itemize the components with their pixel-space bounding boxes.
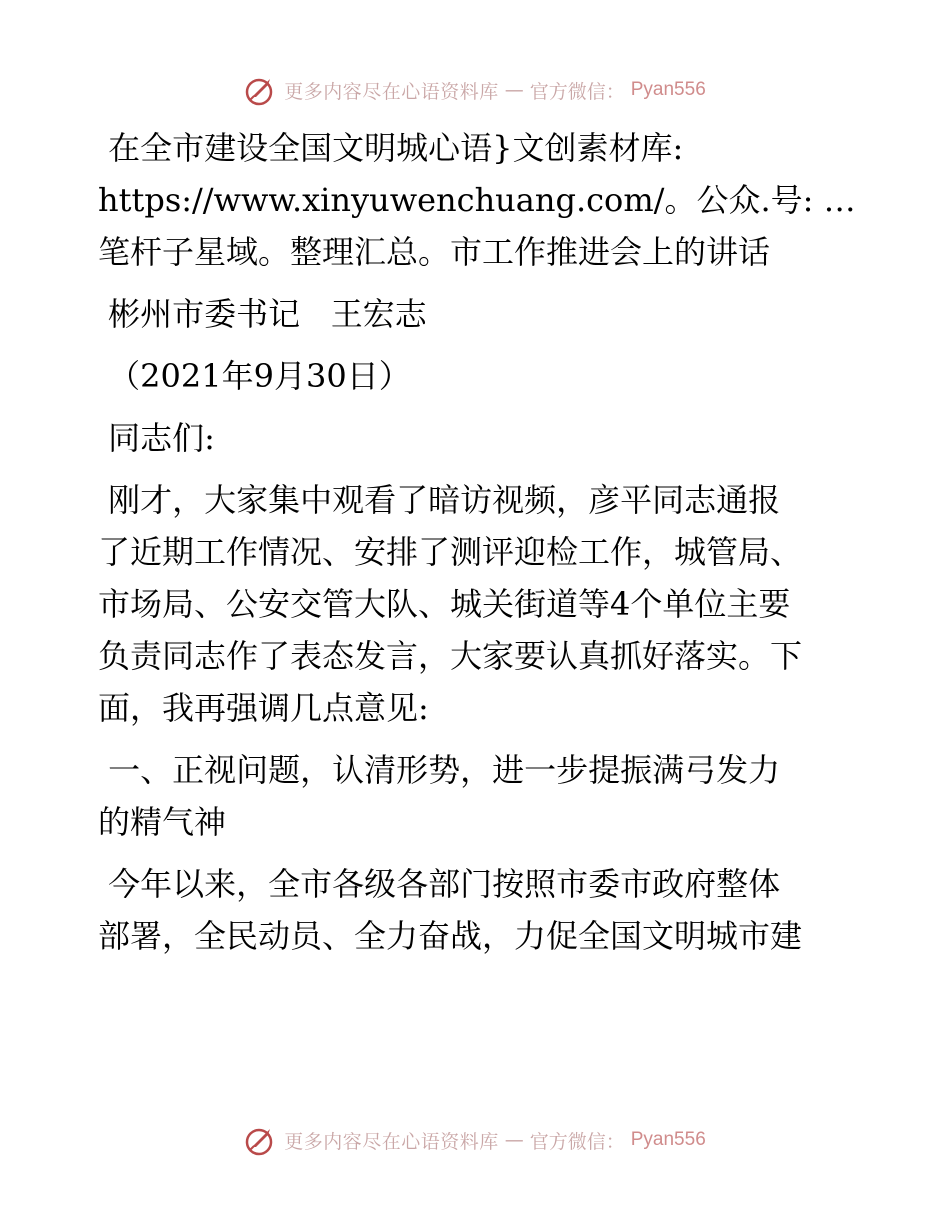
watermark-separator: —: [504, 79, 524, 101]
footer-watermark: [0, 1120, 950, 1160]
watermark-official-label: 官方微信：: [529, 80, 625, 103]
watermark-wechat-id: Pyan556: [630, 1129, 706, 1150]
title-line-1: 在全市建设全国文明城心语}文创素材库:: [98, 129, 684, 167]
section-heading-1: [98, 744, 858, 848]
header-watermark: [0, 70, 950, 110]
watermark-official-label: 官方微信：: [529, 1130, 625, 1153]
section-heading-1-line-2: 的精气神: [98, 803, 227, 841]
paragraph-1-line-3: 市场局、公安交管大队、城关街道等4个单位主要: [98, 585, 791, 623]
paragraph-1: [98, 474, 858, 734]
paragraph-1-line-2: 了近期工作情况、安排了测评迎检工作，城管局、: [98, 533, 803, 571]
paragraph-2: [98, 858, 858, 962]
document-title: [98, 122, 858, 278]
paragraph-1-line-4: 负责同志作了表态发言，大家要认真抓好落实。下: [98, 637, 803, 675]
document-body: [98, 122, 858, 962]
paragraph-2-line-2: 部署，全民动员、全力奋战，力促全国文明城市建: [98, 917, 803, 955]
paragraph-1-line-5: 面，我再强调几点意见:: [98, 689, 429, 727]
paragraph-1-line-1: 刚才，大家集中观看了暗访视频，彦平同志通报: [98, 481, 781, 519]
salutation: 同志们:: [98, 419, 215, 457]
paragraph-2-line-1: 今年以来，全市各级各部门按照市委市政府整体: [98, 865, 781, 903]
section-heading-1-line-1: 一、正视问题，认清形势，进一步提振满弓发力: [98, 751, 781, 789]
quill-seal-icon: [244, 73, 278, 107]
watermark-separator: —: [504, 1129, 524, 1151]
quill-seal-icon: [244, 1123, 278, 1157]
title-line-3: 笔杆子星域。整理汇总。市工作推进会上的讲话: [98, 233, 771, 271]
author-line: 彬州市委书记 王宏志: [98, 295, 427, 333]
watermark-text: 更多内容尽在心语资料库: [284, 80, 499, 103]
watermark-wechat-id: Pyan556: [630, 79, 706, 100]
watermark-text: 更多内容尽在心语资料库: [284, 1130, 499, 1153]
date-line: （2021年9月30日）: [98, 357, 411, 395]
title-line-2: https://www.xinyuwenchuang.com/。公众.号: …: [98, 181, 856, 219]
